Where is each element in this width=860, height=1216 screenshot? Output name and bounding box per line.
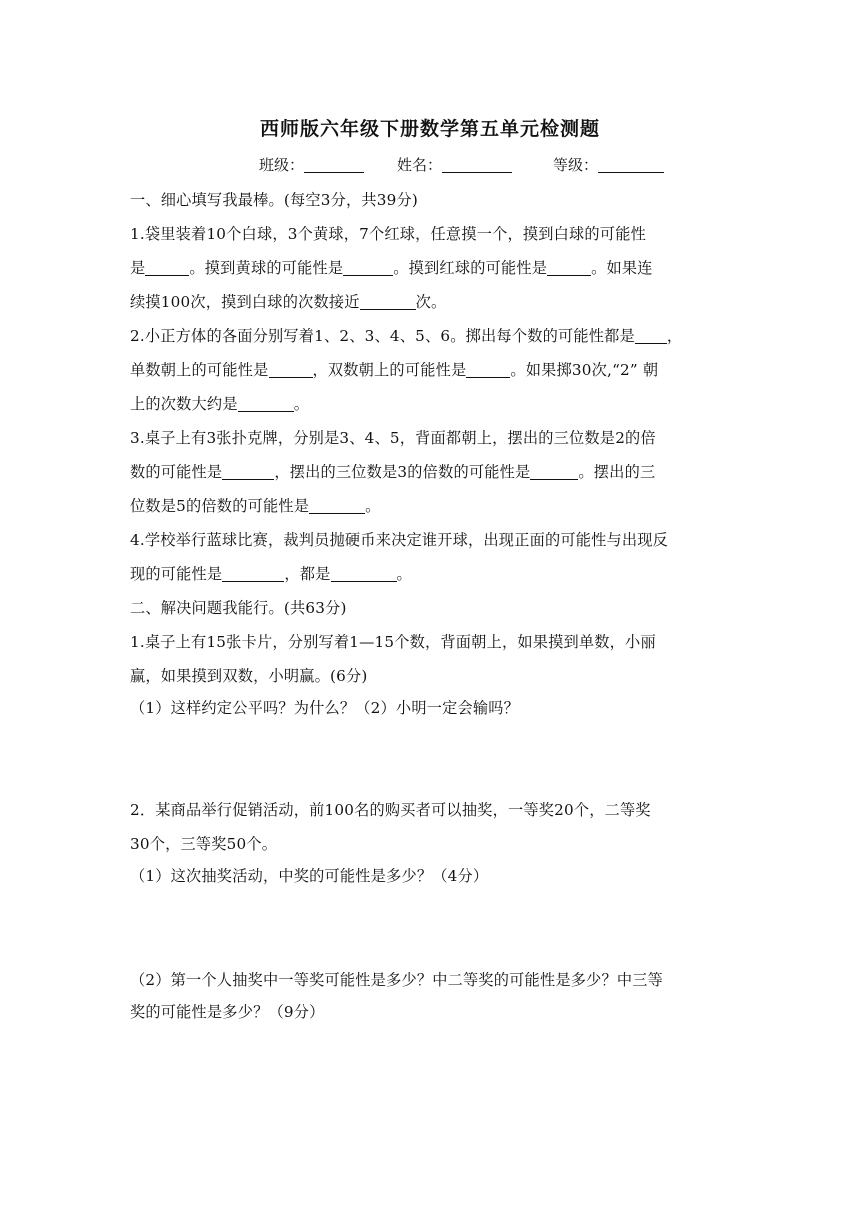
answer-blank[interactable] xyxy=(309,498,365,514)
answer-blank[interactable] xyxy=(145,260,189,276)
section1-heading: 一、细心填写我最棒。(每空3分，共39分) xyxy=(130,191,419,209)
section2-heading: 二、解决问题我能行。(共63分) xyxy=(130,599,347,617)
grade-field xyxy=(553,154,664,175)
q3-text: 。摆出的三 xyxy=(578,463,656,481)
q1-text: 续摸100次，摸到白球的次数接近 xyxy=(130,293,360,311)
grade-blank[interactable] xyxy=(598,156,664,173)
q2-text: ，双数朝上的可能性是 xyxy=(312,361,467,379)
q4-text: 。 xyxy=(396,565,412,583)
q1-text: 。摸到黄球的可能性是 xyxy=(189,259,344,277)
q4-line2 xyxy=(130,564,730,584)
q1-text: 。如果连 xyxy=(591,259,653,277)
answer-blank[interactable] xyxy=(222,566,284,582)
answer-blank[interactable] xyxy=(530,464,578,480)
answer-blank[interactable] xyxy=(466,362,510,378)
q3-text: ，摆出的三位数是3的倍数的可能性是 xyxy=(274,463,531,481)
answer-blank[interactable] xyxy=(222,464,274,480)
answer-blank[interactable] xyxy=(331,566,397,582)
q1-line1: 1.袋里装着10个白球，3个黄球，7个红球，任意摸一个，摸到白球的可能性 xyxy=(130,225,646,243)
student-info-line xyxy=(0,154,860,182)
q2-text: 上的次数大约是 xyxy=(130,395,238,413)
p2-line2: 30个，三等奖50个。 xyxy=(130,835,278,853)
q3-line2 xyxy=(130,462,730,482)
q1-text: 。摸到红球的可能性是 xyxy=(393,259,548,277)
grade-label: 等级： xyxy=(553,156,599,174)
name-blank[interactable] xyxy=(442,156,512,173)
q2-text: ， xyxy=(666,327,683,345)
q2-text: 。如果掷30次,“2” 朝 xyxy=(510,361,659,379)
p1-line1: 1.桌子上有15张卡片，分别写着1—15个数，背面朝上，如果摸到单数，小丽 xyxy=(130,633,656,651)
q3-text: 位数是5的倍数的可能性是 xyxy=(130,497,310,515)
q3-text: 数的可能性是 xyxy=(130,463,223,481)
p1-line2: 赢，如果摸到双数，小明赢。(6分) xyxy=(130,667,368,685)
name-field xyxy=(397,154,512,175)
p1-line3: （1）这样约定公平吗？为什么？（2）小明一定会输吗？ xyxy=(130,699,520,717)
answer-blank[interactable] xyxy=(635,328,667,344)
page-title: 西师版六年级下册数学第五单元检测题 xyxy=(259,118,600,140)
q4-line1: 4.学校举行蓝球比赛，裁判员抛硬币来决定谁开球，出现正面的可能性与出现反 xyxy=(130,531,669,549)
q1-text: 次。 xyxy=(415,293,447,311)
answer-blank[interactable] xyxy=(360,294,416,310)
answer-blank[interactable] xyxy=(269,362,313,378)
class-blank[interactable] xyxy=(304,156,364,173)
name-label: 姓名： xyxy=(397,156,443,174)
p2-line5: 奖的可能性是多少？（9分） xyxy=(130,1003,325,1021)
q1-line2 xyxy=(130,258,730,278)
answer-blank[interactable] xyxy=(547,260,591,276)
q2-line1 xyxy=(130,326,730,346)
q1-text: 是 xyxy=(130,259,146,277)
q1-line3 xyxy=(130,292,730,312)
q2-text: 。 xyxy=(293,395,310,413)
q3-line1: 3.桌子上有3张扑克牌，分别是3、4、5，背面都朝上，摆出的三位数是2的倍 xyxy=(130,429,656,447)
q2-line3 xyxy=(130,394,730,414)
answer-blank[interactable] xyxy=(238,396,294,412)
q2-text: 2.小正方体的各面分别写着1、2、3、4、5、6。掷出每个数的可能性都是 xyxy=(130,327,635,345)
q4-text: 现的可能性是 xyxy=(130,565,223,583)
p2-line3: （1）这次抽奖活动，中奖的可能性是多少？（4分） xyxy=(130,867,489,885)
p2-line1: 2．某商品举行促销活动，前100名的购买者可以抽奖，一等奖20个，二等奖 xyxy=(130,801,651,819)
q3-line3 xyxy=(130,496,730,516)
answer-blank[interactable] xyxy=(343,260,393,276)
q2-text: 单数朝上的可能性是 xyxy=(130,361,269,379)
q4-text: ，都是 xyxy=(284,565,331,583)
q3-text: 。 xyxy=(365,497,381,515)
p2-line4: （2）第一个人抽奖中一等奖可能性是多少？中二等奖的可能性是多少？中三等 xyxy=(130,971,664,989)
class-label: 班级： xyxy=(259,156,305,174)
class-field xyxy=(259,154,364,175)
q2-line2 xyxy=(130,360,730,380)
